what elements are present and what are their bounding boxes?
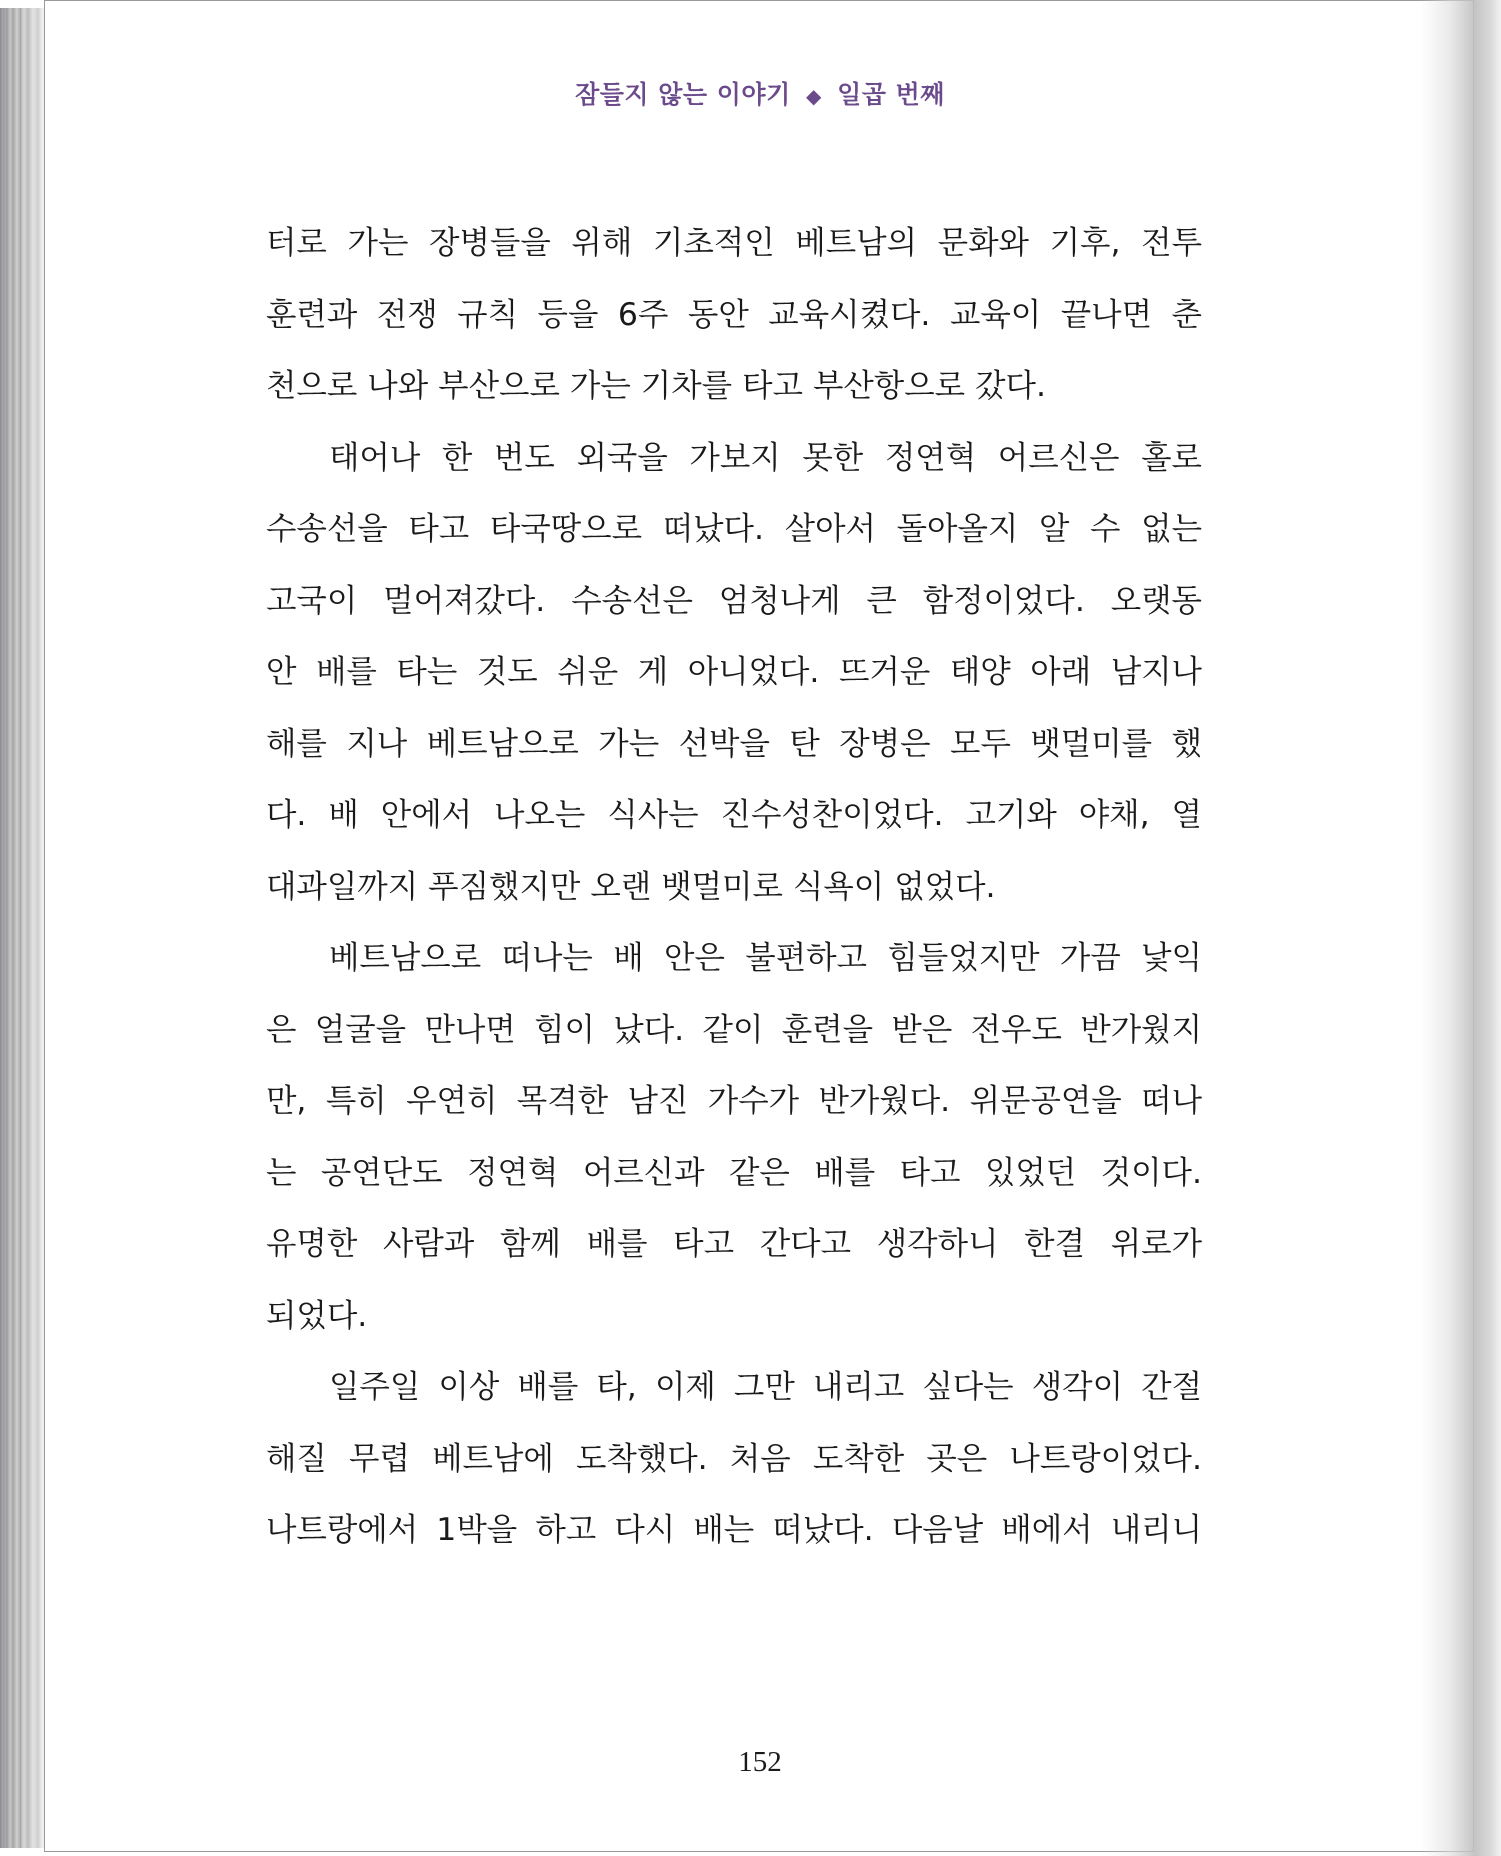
text-line: 만, 특히 우연히 목격한 남진 가수가 반가웠다. 위문공연을 떠나 [266, 1083, 1202, 1119]
text-line: 유명한 사람과 함께 배를 타고 간다고 생각하니 한결 위로가 [266, 1226, 1202, 1262]
chapter-label: 일곱 번째 [837, 80, 945, 109]
text-line: 는 공연단도 정연혁 어르신과 같은 배를 타고 있었던 것이다. [266, 1154, 1202, 1191]
diamond-separator-icon: ◆ [805, 84, 822, 108]
text-line: 천으로 나와 부산으로 가는 기차를 타고 부산항으로 갔다. [266, 368, 1046, 404]
text-line: 안 배를 타는 것도 쉬운 게 아니었다. 뜨거운 태양 아래 남지나 [266, 654, 1202, 690]
book-title: 잠들지 않는 이야기 [575, 80, 791, 109]
text-line: 베트남으로 떠나는 배 안은 불편하고 힘들었지만 가끔 낯익 [329, 940, 1202, 976]
text-line: 고국이 멀어져갔다. 수송선은 엄청나게 큰 함정이었다. 오랫동 [266, 582, 1202, 619]
text-line: 다. 배 안에서 나오는 식사는 진수성찬이었다. 고기와 야채, 열 [266, 797, 1202, 833]
page-stack-edge [0, 8, 46, 1848]
text-line: 태어나 한 번도 외국을 가보지 못한 정연혁 어르신은 홀로 [329, 439, 1202, 476]
page-number: 152 [738, 1746, 782, 1778]
text-line: 훈련과 전쟁 규칙 등을 6주 동안 교육시켰다. 교육이 끝나면 춘 [266, 296, 1202, 333]
body-text [266, 208, 1202, 1567]
text-line: 되었다. [266, 1297, 368, 1334]
text-line: 대과일까지 푸짐했지만 오랜 뱃멀미로 식욕이 없었다. [266, 868, 996, 905]
text-line: 나트랑에서 1박을 하고 다시 배는 떠났다. 다음날 배에서 내리니 [266, 1512, 1202, 1548]
text-line: 터로 가는 장병들을 위해 기초적인 베트남의 문화와 기후, 전투 [266, 225, 1202, 261]
running-header [45, 75, 1475, 111]
text-line: 은 얼굴을 만나면 힘이 났다. 같이 훈련을 받은 전우도 반가웠지 [266, 1011, 1202, 1048]
book-page [44, 0, 1474, 1852]
text-line: 해를 지나 베트남으로 가는 선박을 탄 장병은 모두 뱃멀미를 했 [266, 725, 1202, 762]
text-line: 일주일 이상 배를 타, 이제 그만 내리고 싶다는 생각이 간절 [329, 1369, 1202, 1405]
text-line: 해질 무렵 베트남에 도착했다. 처음 도착한 곳은 나트랑이었다. [266, 1440, 1202, 1477]
text-line: 수송선을 타고 타국땅으로 떠났다. 살아서 돌아올지 알 수 없는 [266, 511, 1202, 547]
page-curl-shadow [1420, 0, 1501, 1856]
